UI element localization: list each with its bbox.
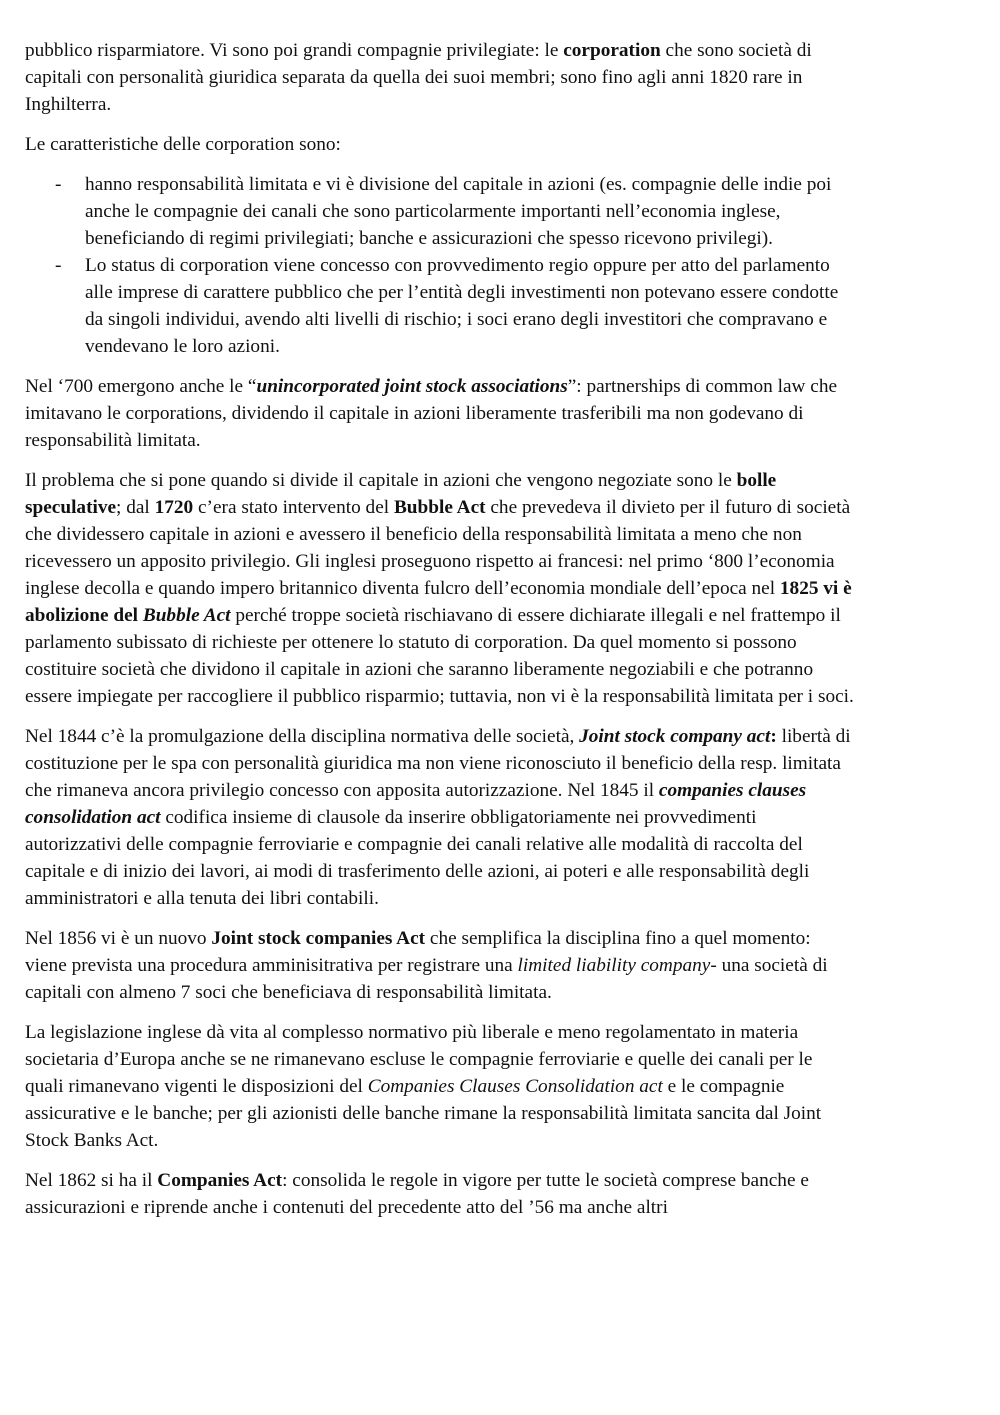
- bold-italic-term: companies clauses consolidation act: [25, 780, 807, 828]
- text-run: Nel ‘700 emergono anche le “: [25, 376, 257, 397]
- list-item-text: hanno responsabilità limitata e vi è divisione del capitale in azioni (es. compagnie delle indie poi anche le compagnie dei canali che sono particolarmente importanti nell’economia inglese, beneficiando di regimi privilegiati; banche e assicurazioni che spesso ricevono privilegi).: [85, 174, 832, 249]
- text-run: libertà di costituzione per le spa con personalità giuridica ma non viene riconosciuto il beneficio della resp. limitata che rimaneva ancora privilegio concesso con apposita autorizzazione. Nel 1845 il: [25, 726, 851, 801]
- bold-term: Bubble Act: [393, 497, 486, 518]
- text-run: che sono società di capitali con personalità giuridica separata da quella dei suoi membri; sono fino agli anni 1820 rare in Inghilterra.: [25, 40, 812, 115]
- text-run: che prevedeva il divieto per il futuro di società che dividessero capitale in azioni e avessero il beneficio della responsabilità limitata a meno che non ricevessero un apposito privilegio. Gli inglesi proseguono rispetto ai francesi: nel primo ‘800 l’economia inglese decolla e quando impero britannico diventa fulcro dell’economia mondiale dell’epoca nel: [25, 497, 851, 599]
- paragraph-bubble-act: [25, 467, 855, 710]
- paragraph-unincorporated: [25, 373, 855, 454]
- paragraph-1844-act: [25, 723, 855, 912]
- text-run: La legislazione inglese dà vita al complesso normativo più liberale e meno regolamentato in materia societaria d’Europa anche se ne rimanevano escluse le compagnie ferroviarie e quelle dei canali per le quali rimanevano vigenti le disposizioni del: [25, 1022, 813, 1097]
- text-run: perché troppe società rischiavano di essere dichiarate illegali e nel frattempo il parlamento subissato di richieste per ottenere lo statuto di corporation. Da quel momento si possono costituire società che dividono il capitale in azioni che saranno liberamente negoziabili e che potranno essere impiegate per raccogliere il pubblico risparmio; tuttavia, non vi è la responsabilità limitata per i soci.: [25, 605, 854, 707]
- italic-term: limited liability company: [517, 955, 711, 976]
- text-run: codifica insieme di clausole da inserire obbligatoriamente nei provvedimenti autorizzativi delle compagnie ferroviarie e compagnie dei canali relative alle modalità di raccolta del capitale e di inizio dei lavori, ai modi di trasferimento delle azioni, ai poteri e alle responsabilità degli amministratori e alla tenuta dei libri contabili.: [25, 807, 810, 909]
- document-page: [25, 37, 855, 1234]
- text-run: Nel 1862 si ha il: [25, 1170, 158, 1191]
- bold-term-corporation: corporation: [563, 40, 661, 61]
- list-dash: -: [55, 174, 62, 195]
- characteristics-list: [25, 171, 855, 360]
- italic-term: Companies Clauses Consolidation act: [367, 1076, 663, 1097]
- paragraph-english-legislation: [25, 1019, 855, 1154]
- text-run: : consolida le regole in vigore per tutte le società comprese banche e assicurazioni e riprende anche i contenuti del precedente atto del ’56 ma anche altri: [25, 1170, 809, 1218]
- list-dash: -: [55, 255, 62, 276]
- bold-term: :: [770, 726, 777, 747]
- paragraph-corporation-intro: [25, 37, 855, 118]
- text-run: ; dal: [116, 497, 155, 518]
- paragraph-characteristics-heading: Le caratteristiche delle corporation sono:: [25, 134, 341, 155]
- text-run: pubblico risparmiatore. Vi sono poi grandi compagnie privilegiate: le: [25, 40, 564, 61]
- list-item: [25, 252, 855, 360]
- paragraph-1862-act: [25, 1167, 855, 1221]
- bold-italic-term: Joint stock company act: [579, 726, 771, 747]
- text-run: ”: partnerships di common law che imitavano le corporations, dividendo il capitale in azioni liberamente trasferibili ma non godevano di responsabilità limitata.: [25, 376, 838, 451]
- list-item-text: Lo status di corporation viene concesso con provvedimento regio oppure per atto del parlamento alle imprese di carattere pubblico che per l’entità degli investimenti non potevano essere condotte da singoli individui, avendo alti livelli di rischio; i soci erano degli investitori che compravano e vendevano le loro azioni.: [85, 255, 839, 357]
- bold-italic-term: unincorporated joint stock associations: [256, 376, 568, 397]
- bold-term: 1720: [154, 497, 194, 518]
- text-run: - una società di capitali con almeno 7 soci che beneficiava di responsabilità limitata.: [25, 955, 828, 1003]
- list-item: [25, 171, 855, 252]
- bold-term: Companies Act: [157, 1170, 283, 1191]
- text-run: Nel 1844 c’è la promulgazione della disciplina normativa delle società,: [25, 726, 580, 747]
- text-run: Nel 1856 vi è un nuovo: [25, 928, 212, 949]
- text-run: c’era stato intervento del: [193, 497, 394, 518]
- text-run: che semplifica la disciplina fino a quel momento: viene prevista una procedura amminisitrativa per registrare una: [25, 928, 811, 976]
- text-run: e le compagnie assicurative e le banche; per gli azionisti delle banche rimane la responsabilità limitata sancita dal Joint Stock Banks Act.: [25, 1076, 822, 1151]
- bold-term: bolle speculative: [25, 470, 777, 518]
- text-run: Il problema che si pone quando si divide il capitale in azioni che vengono negoziate sono le: [25, 470, 737, 491]
- bold-term: Joint stock companies Act: [211, 928, 426, 949]
- bold-term: 1825 vi è abolizione del: [25, 578, 852, 626]
- bold-italic-term: Bubble Act: [142, 605, 231, 626]
- paragraph-1856-act: [25, 925, 855, 1006]
